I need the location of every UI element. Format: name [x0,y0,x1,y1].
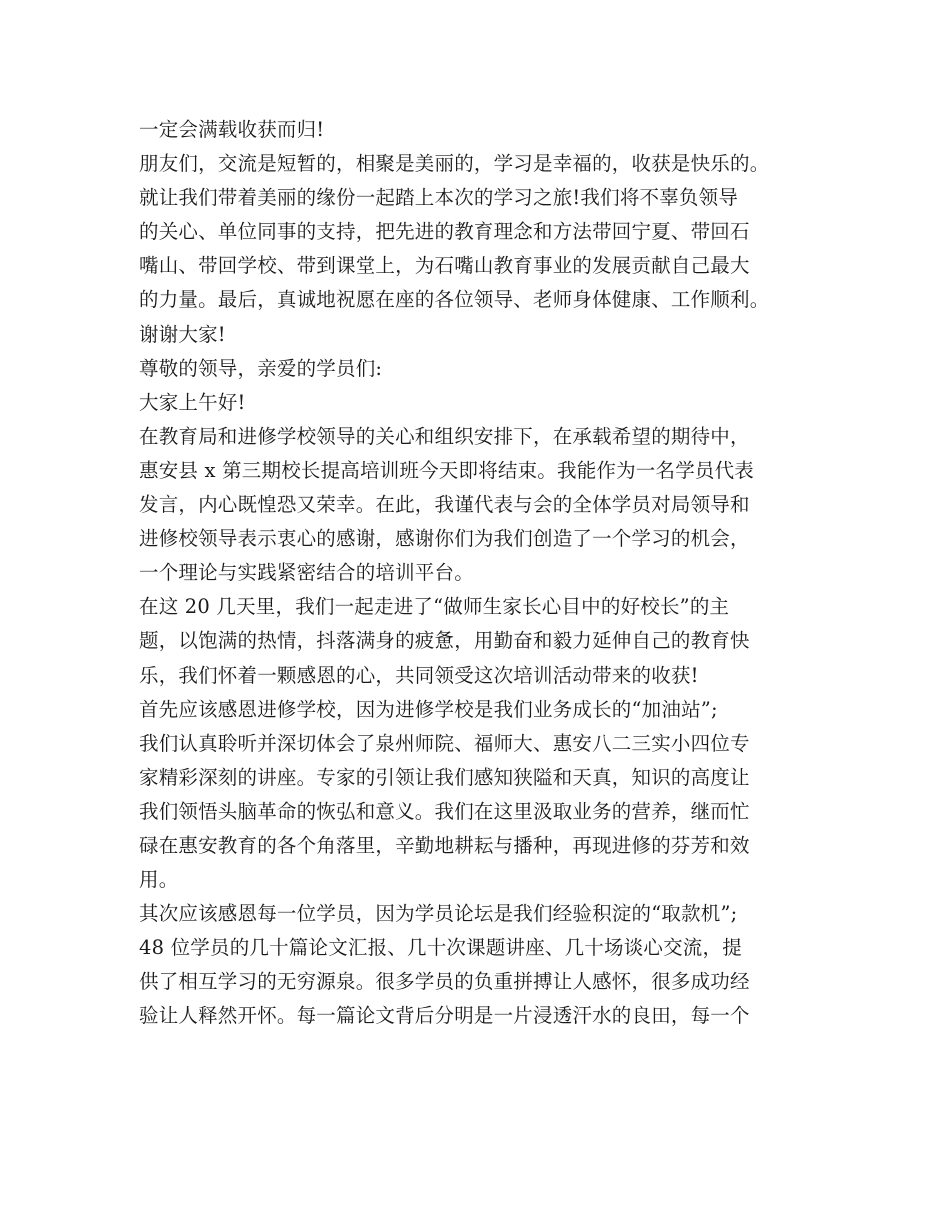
text-line: 大家上午好! [139,390,246,414]
text-line: 一个理论与实践紧密结合的培训平台。 [139,561,474,585]
text-line: 乐，我们怀着一颗感恩的心，共同领受这次培训活动带来的收获! [139,663,699,687]
text-line: 首先应该感恩进修学校，因为进修学校是我们业务成长的“加油站”; [139,697,718,721]
text-line: 朋友们，交流是短暂的，相聚是美丽的，学习是幸福的，收获是快乐的。 [139,152,770,176]
text-line: 一定会满载收获而归! [139,118,325,141]
document-body [139,113,839,1034]
text-line: 发言，内心既惶恐又荣幸。在此，我谨代表与会的全体学员对局领导和 [139,493,750,517]
text-line: 验让人释然开怀。每一篇论文背后分明是一片浸透汗水的良田，每一个 [139,1004,750,1028]
text-line: 碌在惠安教育的各个角落里，辛勤地耕耘与播种，再现进修的芬芳和效 [139,833,750,857]
text-line: 尊敬的领导，亲爱的学员们: [139,356,383,380]
text-line: 用。 [139,868,179,892]
text-line: 其次应该感恩每一位学员，因为学员论坛是我们经验积淀的“取款机”; [139,902,738,926]
text-line: 就让我们带着美丽的缘份一起踏上本次的学习之旅!我们将不辜负领导 [139,186,739,210]
text-line: 我们认真聆听并深切体会了泉州师院、福师大、惠安八二三实小四位专 [139,731,750,755]
text-line: 48 位学员的几十篇论文汇报、几十次课题讲座、几十场谈心交流，提 [139,936,742,960]
text-line: 供了相互学习的无穷源泉。很多学员的负重拼搏让人感怀，很多成功经 [139,970,750,994]
text-line: 在这 20 几天里，我们一起走进了“做师生家长心目中的好校长”的主 [139,595,730,619]
text-line: 题，以饱满的热情，抖落满身的疲惫，用勤奋和毅力延伸自己的教育快 [139,629,750,653]
text-line: 的关心、单位同事的支持，把先进的教育理念和方法带回宁夏、带回石 [139,220,750,244]
text-line: 在教育局和进修学校领导的关心和组织安排下，在承载希望的期待中， [139,424,750,448]
text-line: 惠安县 x 第三期校长提高培训班今天即将结束。我能作为一名学员代表 [139,458,754,482]
text-line: 家精彩深刻的讲座。专家的引领让我们感知狭隘和天真，知识的高度让 [139,765,750,789]
text-line: 的力量。最后，真诚地祝愿在座的各位领导、老师身体健康、工作顺利。 [139,288,770,312]
text-line: 嘴山、带回学校、带到课堂上，为石嘴山教育事业的发展贡献自己最大 [139,254,750,278]
text-line: 谢谢大家! [139,322,226,346]
text-line: 我们领悟头脑革命的恢弘和意义。我们在这里汲取业务的营养，继而忙 [139,799,750,823]
text-line: 进修校领导表示衷心的感谢，感谢你们为我们创造了一个学习的机会， [139,527,750,551]
